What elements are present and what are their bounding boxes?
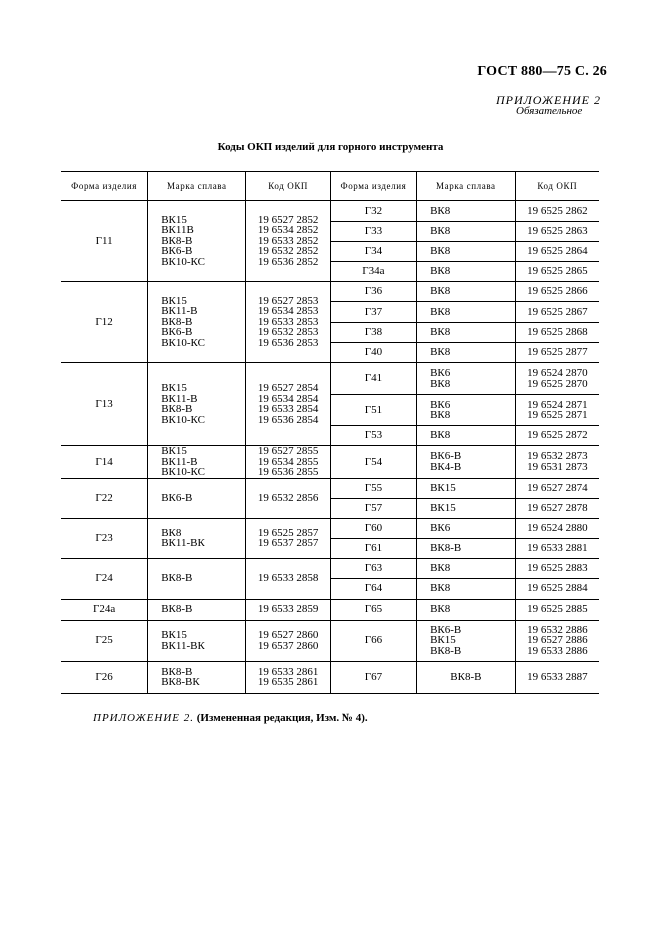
- right-form-cell: Г54: [330, 446, 416, 479]
- right-grade-cell: [417, 262, 516, 282]
- col-grade-header: Марка сплава: [148, 172, 246, 201]
- right-form-cell: Г53: [330, 426, 416, 446]
- right-grade-cell: [417, 446, 516, 479]
- cell-line: ВК8: [430, 285, 451, 298]
- page-header: ГОСТ 880—75 С. 26: [477, 64, 607, 79]
- table-row: [61, 282, 599, 302]
- right-code-cell: [515, 323, 599, 343]
- left-grade-cell: [148, 446, 246, 479]
- table-row: [61, 558, 599, 578]
- cell-line: ВК15: [161, 213, 187, 226]
- cell-line: ВК6: [430, 521, 451, 534]
- cell-line: 19 6537 2857: [257, 537, 319, 549]
- right-form-cell: Г55: [330, 478, 416, 498]
- right-grade-cell: [417, 538, 516, 558]
- cell-line: 19 6525 2872: [527, 429, 588, 442]
- cell-line: 19 6527 2878: [527, 501, 588, 514]
- cell-line: 19 6533 2858: [257, 572, 319, 585]
- left-code-cell: [246, 620, 330, 661]
- cell-line: 19 6532 2856: [257, 491, 319, 504]
- right-code-cell: [515, 578, 599, 599]
- cell-line: 19 6531 2873: [527, 460, 588, 473]
- col-form-header: Форма изделия: [61, 172, 148, 201]
- left-code-cell: [246, 446, 330, 479]
- cell-line: ВК10-КС: [161, 336, 205, 349]
- cell-line: 19 6534 2853: [257, 305, 319, 318]
- left-grade-cell: [148, 558, 246, 599]
- right-code-cell: [515, 426, 599, 446]
- cell-line: ВК15: [430, 634, 456, 647]
- left-code-cell: [246, 201, 330, 282]
- cell-line: 19 6527 2855: [257, 445, 319, 457]
- cell-line: 19 6534 2852: [257, 224, 319, 237]
- col-form-header: Форма изделия: [330, 172, 416, 201]
- okp-codes-table: [61, 171, 599, 694]
- left-grade-cell: [148, 518, 246, 558]
- cell-line: 19 6537 2860: [257, 639, 319, 652]
- table-row: [61, 599, 599, 620]
- left-form-cell: Г11: [61, 201, 148, 282]
- cell-line: ВК8-В: [161, 665, 193, 678]
- cell-line: ВК8: [430, 245, 451, 258]
- cell-line: 19 6525 2885: [527, 603, 588, 616]
- table-row: [61, 661, 599, 693]
- cell-line: 19 6525 2863: [527, 225, 588, 238]
- cell-line: ВК8: [430, 561, 451, 574]
- right-code-cell: [515, 242, 599, 262]
- right-grade-cell: [417, 363, 516, 395]
- cell-line: 19 6532 2853: [257, 326, 319, 339]
- right-grade-cell: [417, 478, 516, 498]
- right-grade-cell: [417, 343, 516, 363]
- left-code-cell: [246, 518, 330, 558]
- left-form-cell: Г26: [61, 661, 148, 693]
- table-title: Коды ОКП изделий для горного инструмента: [217, 141, 444, 153]
- cell-line: 19 6525 2868: [527, 326, 588, 339]
- cell-line: ВК8: [430, 305, 451, 318]
- left-grade-cell: [148, 201, 246, 282]
- cell-line: 19 6536 2855: [257, 466, 319, 478]
- table-row: [61, 446, 599, 479]
- right-code-cell: [515, 538, 599, 558]
- right-code-cell: [515, 661, 599, 693]
- cell-line: ВК15: [430, 481, 456, 494]
- col-grade-header: Марка сплава: [417, 172, 516, 201]
- cell-line: ВК8: [430, 429, 451, 442]
- cell-line: 19 6535 2861: [257, 676, 319, 688]
- cell-line: ВК8-В: [161, 572, 193, 585]
- cell-line: ВК8: [430, 409, 451, 421]
- right-form-cell: Г60: [330, 518, 416, 538]
- cell-line: 19 6525 2865: [527, 265, 588, 278]
- left-code-cell: [246, 661, 330, 693]
- cell-line: ВК8-ВК: [161, 676, 200, 688]
- left-code-cell: [246, 478, 330, 518]
- right-code-cell: [515, 558, 599, 578]
- cell-line: 19 6527 2852: [257, 213, 319, 226]
- right-grade-cell: [417, 323, 516, 343]
- right-form-cell: Г51: [330, 395, 416, 426]
- right-code-cell: [515, 395, 599, 426]
- right-grade-cell: [417, 578, 516, 599]
- cell-line: ВК4-В: [430, 460, 462, 473]
- left-grade-cell: [148, 363, 246, 446]
- cell-line: ВК10-КС: [161, 466, 205, 478]
- cell-line: ВК11-В: [161, 455, 198, 468]
- cell-line: ВК10-КС: [161, 255, 205, 268]
- cell-line: 19 6527 2886: [527, 634, 588, 647]
- cell-line: ВК8: [430, 346, 451, 359]
- right-code-cell: [515, 518, 599, 538]
- cell-line: ВК8-В: [430, 644, 462, 657]
- right-grade-cell: [417, 498, 516, 518]
- table-row: [61, 478, 599, 498]
- mandatory-label: Обязательное: [516, 105, 583, 117]
- right-code-cell: [515, 343, 599, 363]
- left-form-cell: Г24а: [61, 599, 148, 620]
- cell-line: 19 6525 2870: [527, 377, 588, 390]
- left-form-cell: Г22: [61, 478, 148, 518]
- right-code-cell: [515, 262, 599, 282]
- right-grade-cell: [417, 558, 516, 578]
- cell-line: ВК6: [430, 367, 451, 379]
- table-row: [61, 363, 599, 395]
- cell-line: ВК6-В: [161, 491, 193, 504]
- cell-line: 19 6524 2871: [527, 398, 588, 411]
- right-grade-cell: [417, 282, 516, 302]
- right-grade-cell: [417, 599, 516, 620]
- left-grade-cell: [148, 661, 246, 693]
- cell-line: ВК8-В: [161, 603, 193, 616]
- cell-line: ВК8: [161, 526, 182, 539]
- left-form-cell: Г14: [61, 446, 148, 479]
- right-grade-cell: [417, 620, 516, 661]
- right-code-cell: [515, 498, 599, 518]
- right-form-cell: Г61: [330, 538, 416, 558]
- left-form-cell: Г25: [61, 620, 148, 661]
- left-code-cell: [246, 599, 330, 620]
- right-grade-cell: [417, 395, 516, 426]
- cell-line: ВК8: [430, 603, 451, 616]
- cell-line: ВК15: [161, 382, 187, 394]
- cell-line: 19 6533 2854: [257, 403, 319, 415]
- left-grade-cell: [148, 478, 246, 518]
- right-form-cell: Г64: [330, 578, 416, 599]
- appendix-label: ПРИЛОЖЕНИЕ 2: [496, 93, 601, 107]
- left-form-cell: Г23: [61, 518, 148, 558]
- right-form-cell: Г34: [330, 242, 416, 262]
- cell-line: 19 6533 2859: [257, 603, 319, 616]
- cell-line: ВК8: [430, 377, 451, 390]
- cell-line: 19 6533 2861: [257, 665, 319, 678]
- cell-line: 19 6532 2873: [527, 450, 588, 463]
- right-code-cell: [515, 282, 599, 302]
- cell-line: 19 6525 2877: [527, 346, 588, 359]
- cell-line: ВК15: [161, 629, 187, 641]
- cell-line: ВК8-В: [161, 403, 193, 415]
- right-code-cell: [515, 599, 599, 620]
- cell-line: 19 6533 2881: [527, 541, 588, 554]
- cell-line: 19 6527 2853: [257, 294, 319, 307]
- cell-line: 19 6525 2884: [527, 582, 588, 595]
- cell-line: ВК8: [430, 204, 451, 217]
- right-code-cell: [515, 446, 599, 479]
- right-form-cell: Г41: [330, 363, 416, 395]
- right-form-cell: Г40: [330, 343, 416, 363]
- left-grade-cell: [148, 620, 246, 661]
- cell-line: ВК8: [430, 225, 451, 238]
- cell-line: 19 6536 2854: [257, 413, 319, 426]
- cell-line: 19 6527 2854: [257, 382, 319, 394]
- cell-line: ВК8: [430, 326, 451, 339]
- left-code-cell: [246, 558, 330, 599]
- note-text: (Измененная редакция, Изм. № 4).: [196, 712, 368, 724]
- table-row: [61, 620, 599, 661]
- cell-line: 19 6525 2871: [527, 409, 588, 421]
- cell-line: 19 6533 2852: [257, 234, 319, 247]
- cell-line: 19 6532 2886: [527, 623, 588, 636]
- right-form-cell: Г67: [330, 661, 416, 693]
- cell-line: 19 6527 2874: [527, 481, 588, 494]
- table-row: [61, 201, 599, 222]
- cell-line: 19 6527 2860: [257, 629, 319, 641]
- cell-line: ВК8-В: [161, 234, 193, 247]
- right-code-cell: [515, 620, 599, 661]
- cell-line: 19 6534 2854: [257, 392, 319, 405]
- cell-line: ВК11-В: [161, 392, 198, 405]
- cell-line: ВК6-В: [161, 245, 193, 258]
- cell-line: ВК11-ВК: [161, 639, 205, 652]
- right-code-cell: [515, 478, 599, 498]
- right-code-cell: [515, 302, 599, 323]
- cell-line: 19 6536 2852: [257, 255, 319, 268]
- right-grade-cell: [417, 201, 516, 222]
- cell-line: ВК6-В: [161, 326, 193, 339]
- cell-line: ВК11-ВК: [161, 537, 205, 549]
- right-grade-cell: [417, 222, 516, 242]
- cell-line: ВК11-В: [161, 305, 198, 318]
- cell-line: 19 6525 2867: [527, 305, 588, 318]
- right-form-cell: Г32: [330, 201, 416, 222]
- right-form-cell: Г37: [330, 302, 416, 323]
- col-code-header: Код ОКП: [537, 180, 578, 191]
- amendment-note: [93, 712, 368, 724]
- left-form-cell: Г13: [61, 363, 148, 446]
- cell-line: 19 6536 2853: [257, 336, 319, 349]
- left-code-cell: [246, 282, 330, 363]
- cell-line: 19 6525 2862: [527, 204, 588, 217]
- right-grade-cell: [417, 242, 516, 262]
- cell-line: ВК15: [161, 294, 187, 307]
- cell-line: ВК15: [161, 445, 187, 457]
- cell-line: 19 6524 2870: [527, 367, 588, 379]
- right-form-cell: Г38: [330, 323, 416, 343]
- cell-line: ВК6-В: [430, 450, 462, 463]
- right-form-cell: Г33: [330, 222, 416, 242]
- right-form-cell: Г36: [330, 282, 416, 302]
- note-label: ПРИЛОЖЕНИЕ 2.: [93, 712, 194, 724]
- cell-line: ВК8: [430, 582, 451, 595]
- right-grade-cell: [417, 661, 516, 693]
- right-form-cell: Г66: [330, 620, 416, 661]
- cell-line: 19 6525 2883: [527, 561, 588, 574]
- cell-line: ВК10-КС: [161, 413, 205, 426]
- table-row: [61, 518, 599, 538]
- right-form-cell: Г34а: [330, 262, 416, 282]
- cell-line: ВК11В: [161, 224, 194, 237]
- cell-line: 19 6525 2866: [527, 285, 588, 298]
- left-grade-cell: [148, 599, 246, 620]
- cell-line: ВК8-В: [161, 315, 193, 328]
- cell-line: ВК8-В: [430, 541, 462, 554]
- cell-line: ВК8: [430, 265, 451, 278]
- right-grade-cell: [417, 302, 516, 323]
- table-header-row: [61, 172, 599, 201]
- table-body: [61, 201, 599, 694]
- cell-line: 19 6525 2864: [527, 245, 588, 258]
- cell-line: ВК6-В: [430, 623, 462, 636]
- right-form-cell: Г65: [330, 599, 416, 620]
- right-form-cell: Г63: [330, 558, 416, 578]
- left-form-cell: Г12: [61, 282, 148, 363]
- cell-line: ВК8-В: [450, 670, 482, 683]
- cell-line: 19 6533 2853: [257, 315, 319, 328]
- cell-line: 19 6525 2857: [257, 526, 319, 539]
- right-grade-cell: [417, 518, 516, 538]
- col-code-header: Код ОКП: [246, 172, 330, 201]
- right-code-cell: [515, 222, 599, 242]
- right-grade-cell: [417, 426, 516, 446]
- cell-line: 19 6533 2886: [527, 644, 588, 657]
- right-code-cell: [515, 363, 599, 395]
- left-code-cell: [246, 363, 330, 446]
- cell-line: ВК6: [430, 398, 451, 411]
- cell-line: 19 6532 2852: [257, 245, 319, 258]
- left-form-cell: Г24: [61, 558, 148, 599]
- cell-line: ВК15: [430, 501, 456, 514]
- cell-line: 19 6524 2880: [527, 521, 588, 534]
- left-grade-cell: [148, 282, 246, 363]
- right-form-cell: Г57: [330, 498, 416, 518]
- right-code-cell: [515, 201, 599, 222]
- cell-line: 19 6534 2855: [257, 455, 319, 468]
- cell-line: 19 6533 2887: [527, 670, 588, 683]
